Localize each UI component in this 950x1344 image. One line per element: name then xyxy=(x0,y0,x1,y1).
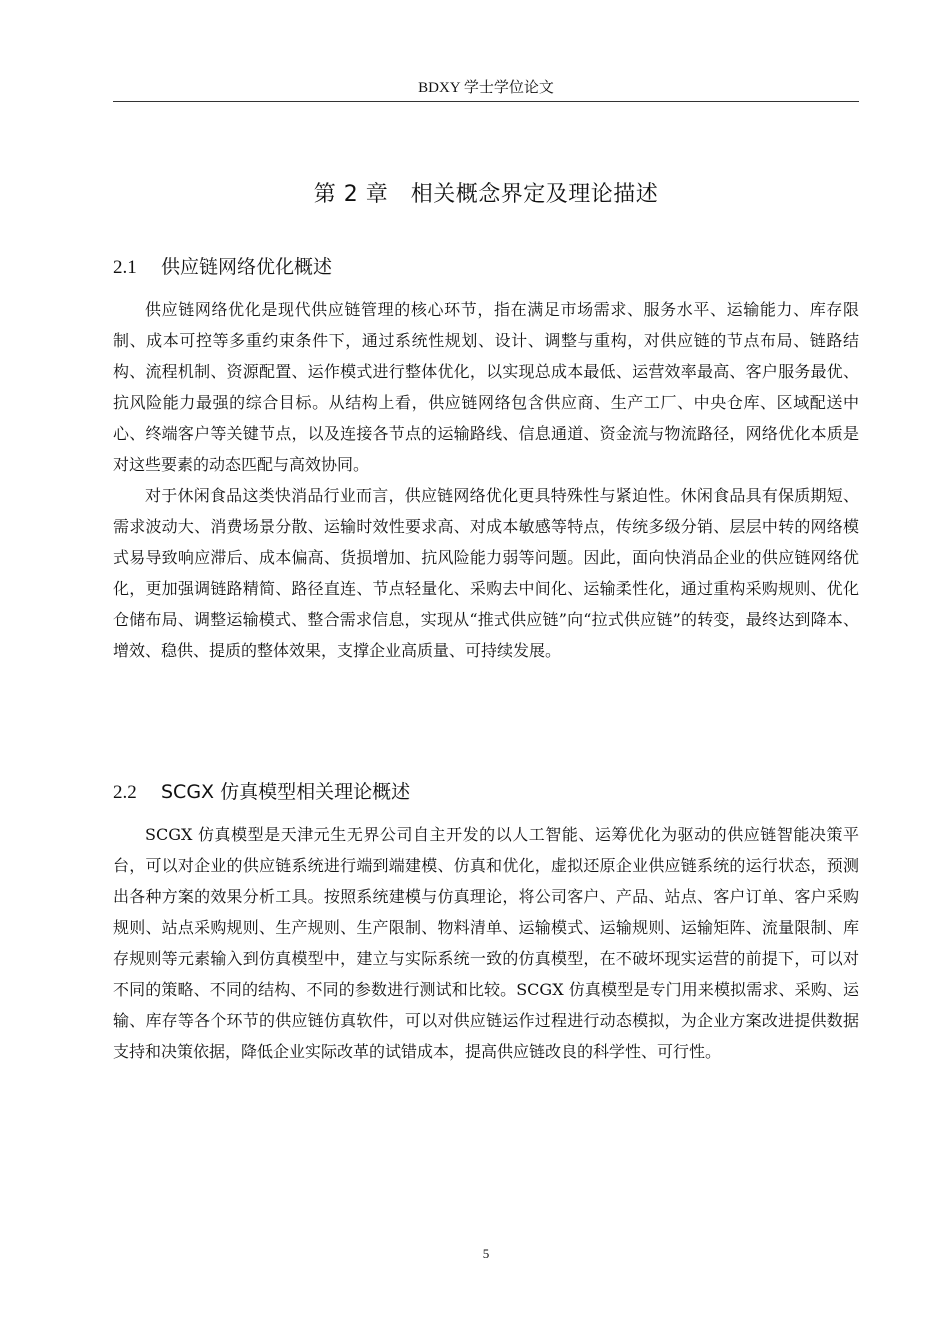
section-body-2-2 xyxy=(113,819,859,1067)
body-paragraph: SCGX 仿真模型是天津元生无界公司自主开发的以人工智能、运筹优化为驱动的供应链智能决策平台，可以对企业的供应链系统进行端到端建模、仿真和优化，虚拟还原企业供应链系统的运行状态，预测出各种方案的效果分析工具。按照系统建模与仿真理论，将公司客户、产品、站点、客户订单、客户采购规则、站点采购规则、生产规则、生产限制、物料清单、运输模式、运输规则、运输矩阵、流量限制、库存规则等元素输入到仿真模型中，建立与实际系统一致的仿真模型，在不破坏现实运营的前提下，可以对不同的策略、不同的结构、不同的参数进行测试和比较。SCGX 仿真模型是专门用来模拟需求、采购、运输、库存等各个环节的供应链仿真软件，可以对供应链运作过程进行动态模拟，为企业方案改进提供数据支持和决策依据，降低企业实际改革的试错成本，提高供应链改良的科学性、可行性。 xyxy=(113,825,859,1061)
page-number: 5 xyxy=(482,1246,490,1261)
section-heading-2-1 xyxy=(113,254,859,281)
section-heading-2-2 xyxy=(113,779,859,806)
body-paragraph: 对于休闲食品这类快消品行业而言，供应链网络优化更具特殊性与紧迫性。休闲食品具有保质期短、需求波动大、消费场景分散、运输时效性要求高、对成本敏感等特点，传统多级分销、层层中转的网络模式易导致响应滞后、成本偏高、货损增加、抗风险能力弱等问题。因此，面向快消品企业的供应链网络优化，更加强调链路精简、路径直连、节点轻量化、采购去中间化、运输柔性化，通过重构采购规则、优化仓储布局、调整运输模式、整合需求信息，实现从“推式供应链”向“拉式供应链”的转变，最终达到降本、增效、稳供、提质的整体效果，支撑企业高质量、可持续发展。 xyxy=(113,486,859,660)
section-title: SCGX 仿真模型相关理论概述 xyxy=(161,781,411,803)
header-divider xyxy=(113,101,859,102)
section-body-2-1 xyxy=(113,294,859,666)
body-paragraph: 供应链网络优化是现代供应链管理的核心环节，指在满足市场需求、服务水平、运输能力、库存限制、成本可控等多重约束条件下，通过系统性规划、设计、调整与重构，对供应链的节点布局、链路结构、流程机制、资源配置、运作模式进行整体优化，以实现总成本最低、运营效率最高、客户服务最优、抗风险能力最强的综合目标。从结构上看，供应链网络包含供应商、生产工厂、中央仓库、区域配送中心、终端客户等关键节点，以及连接各节点的运输路线、信息通道、资金流与物流路径，网络优化本质是对这些要素的动态匹配与高效协同。 xyxy=(113,300,859,474)
section-number: 2.1 xyxy=(113,257,137,278)
chapter-title: 第 2 章 相关概念界定及理论描述 xyxy=(313,182,659,207)
section-number: 2.2 xyxy=(113,782,137,803)
running-header: BDXY 学士学位论文 xyxy=(418,80,554,96)
section-title: 供应链网络优化概述 xyxy=(161,256,333,278)
